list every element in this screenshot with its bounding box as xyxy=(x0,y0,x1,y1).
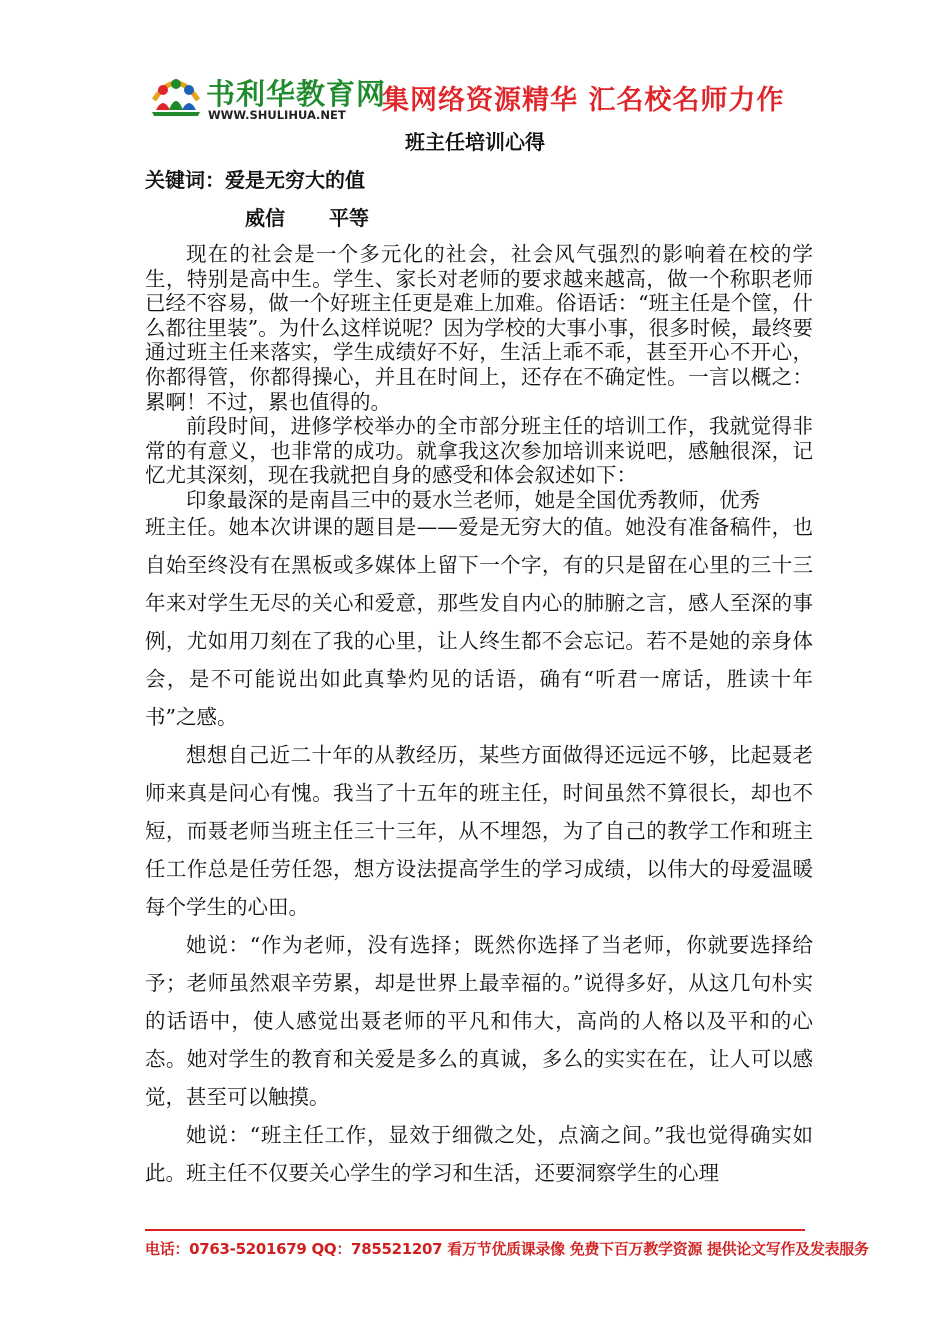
keywords-extra xyxy=(245,202,369,231)
site-slogan: 集网络资源精华 汇名校名师力作 xyxy=(382,85,785,116)
paragraph: 她说：“作为老师，没有选择；既然你选择了当老师，你就要选择给予；老师虽然艰辛劳累，却是世界上最幸福的。”说得多好，从这几句朴实的话语中，使人感觉出聂老师的平凡和伟大，高尚的人格以及平和的心态。她对学生的教育和关爱是多么的真诚，多么的实实在在，让人可以感觉，甚至可以触摸。 xyxy=(145,932,813,1109)
keyword-pingdeng: 平等 xyxy=(329,206,369,230)
site-url[interactable]: WWW.SHULIHUA.NET xyxy=(208,108,346,122)
paragraph: 想想自己近二十年的从教经历，某些方面做得还远远不够，比起聂老师来真是问心有愧。我当了十五年的班主任，时间虽然不算很长，却也不短，而聂老师当班主任三十三年，从不埋怨，为了自己的教学工作和班主任工作总是任劳任怨，想方设法提高学生的学习成绩，以伟大的母爱温暖每个学生的心田。 xyxy=(145,742,813,919)
keywords-line: 关键词：爱是无穷大的值 xyxy=(145,168,365,192)
paragraph: 前段时间，进修学校举办的全市部分班主任的培训工作，我就觉得非常的有意义，也非常的成功。就拿我这次参加培训来说吧，感触很深，记忆尤其深刻，现在我就把自身的感受和体会叙述如下： xyxy=(145,414,813,488)
paragraph: 她说：“班主任工作，显效于细微之处，点滴之间。”我也觉得确实如此。班主任不仅要关心学生的学习和生活，还要洞察学生的心理 xyxy=(145,1122,813,1185)
people-logo-icon xyxy=(150,70,202,118)
site-name: 书利华教育网 xyxy=(206,77,387,111)
paragraph: 印象最深的是南昌三中的聂水兰老师，她是全国优秀教师，优秀 xyxy=(186,487,760,512)
paragraph: 现在的社会是一个多元化的社会，社会风气强烈的影响着在校的学生，特别是高中生。学生、家长对老师的要求越来越高，做一个称职老师已经不容易，做一个好班主任更是难上加难。俗语话：“班主任是个筐，什么都往里装”。为什么这样说呢？因为学校的大事小事，很多时候，最终要通过班主任来落实，学生成绩好不好，生活上乖不乖，甚至开心不开心，你都得管，你都得操心，并且在时间上，还存在不确定性。一言以概之：累啊！不过，累也值得的。 xyxy=(145,242,813,414)
paragraph-continued: 班主任。她本次讲课的题目是——爱是无穷大的值。她没有准备稿件，也自始至终没有在黑板或多媒体上留下一个字，有的只是留在心里的三十三年来对学生无尽的关心和爱意，那些发自内心的肺腑之言，感人至深的事例，尤如用刀刻在了我的心里，让人终生都不会忘记。若不是她的亲身体会，是不可能说出如此真挚灼见的话语，确有“听君一席话，胜读十年书”之感。 xyxy=(145,514,813,729)
footer-divider xyxy=(145,1229,805,1231)
keyword-weixin: 威信 xyxy=(245,206,285,230)
document-title: 班主任培训心得 xyxy=(405,130,545,154)
site-header xyxy=(150,66,800,128)
document-body xyxy=(145,242,813,1192)
footer-contact: 电话：0763-5201679 QQ：785521207 看万节优质课录像 免费下百万教学资源 提供论文写作及发表服务 xyxy=(145,1240,869,1258)
